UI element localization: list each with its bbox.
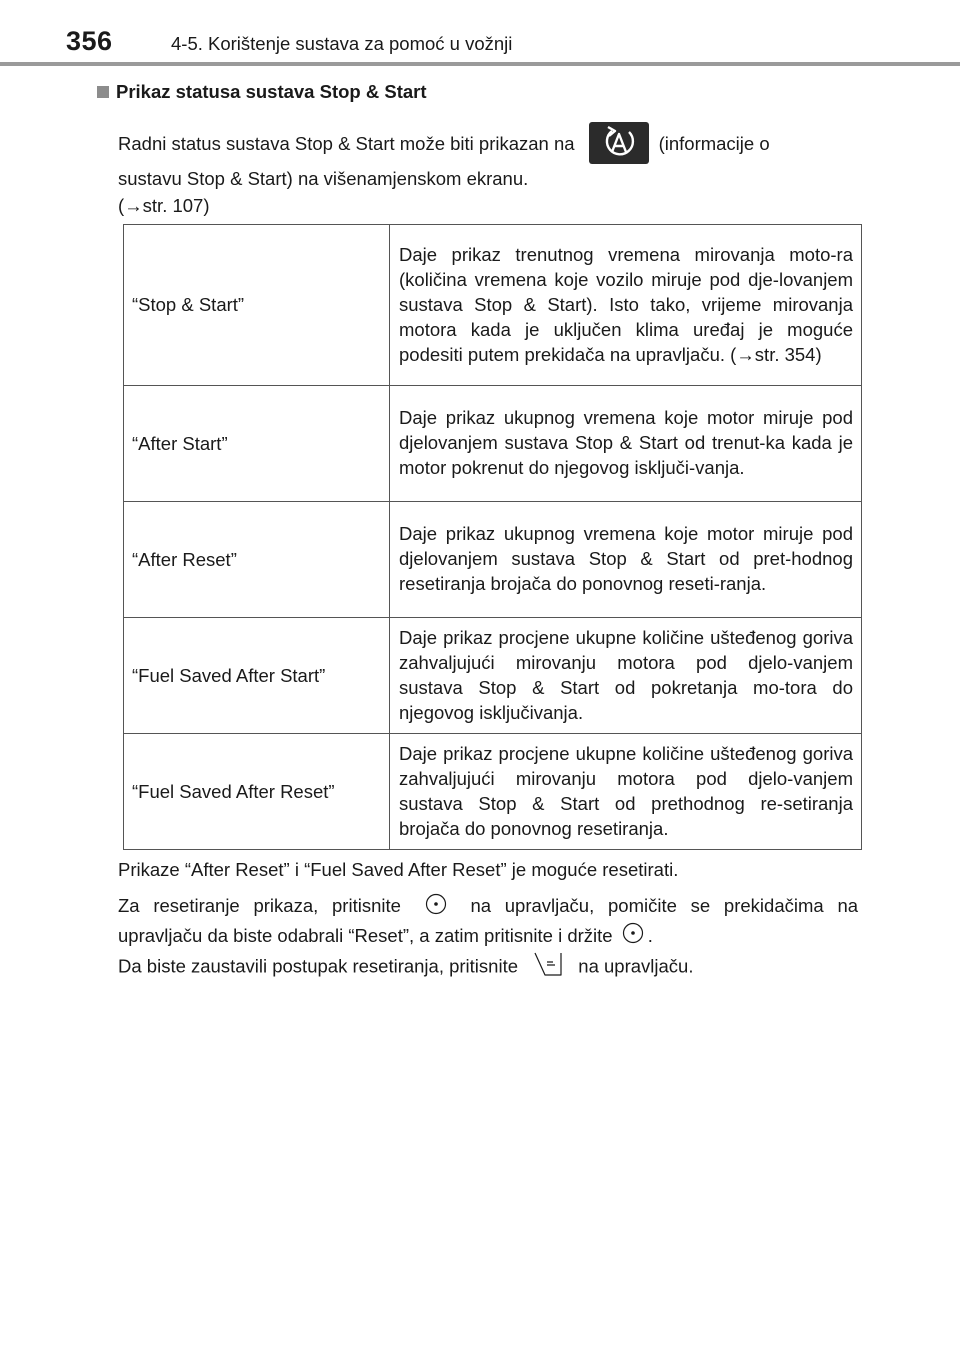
ref-open-paren: (: [118, 195, 125, 216]
back-button-icon: [531, 950, 565, 985]
reset-instr-c: na upravljaču da biste odabrali “Reset”, a zatim pritisnite i držite: [118, 895, 859, 946]
reset-instr-d: .: [647, 924, 653, 946]
table-term: “After Start”: [124, 386, 390, 502]
table-desc: Daje prikaz ukupnog vremena koje motor miruje pod djelovanjem sustava Stop & Start od trenut-ka kada je motor pokrenut do njegovog isključi-vanja.: [390, 386, 862, 502]
arrow-icon: →: [124, 195, 143, 216]
table-row: [124, 734, 862, 850]
intro-text-2: (informacije o: [658, 132, 770, 154]
intro-paragraph: [118, 121, 858, 219]
table-term: “Stop & Start”: [124, 225, 390, 386]
enter-button-icon: [622, 922, 644, 951]
intro-text-3: sustavu Stop & Start) na višenamjenskom ekranu.: [118, 168, 529, 189]
table-desc: Daje prikaz trenutnog vremena mirovanja moto-ra (količina vremena koje vozilo miruje pod dje-lovanjem sustava Stop & Start). Isto tako, vrijeme mirovanja motora kada je uključen klima uređaj je moguće podesiti putem prekidača na upravljaču. (→str. 354): [390, 225, 862, 386]
table-desc: Daje prikaz procjene ukupne količine uštеđenog goriva zahvaljujući mirovanju motora pod djelo-vanjem sustava Stop & Start od pokretanja mo-tora do njegovog isključivanja.: [390, 618, 862, 734]
table-term: “Fuel Saved After Start”: [124, 618, 390, 734]
status-table: [123, 224, 862, 850]
intro-page-ref: [118, 192, 858, 219]
section-heading: [97, 81, 427, 103]
table-row: [124, 225, 862, 386]
table-term: “After Reset”: [124, 502, 390, 618]
reset-note: Prikaze “After Reset” i “Fuel Saved After Reset” je moguće resetirati.: [118, 859, 679, 880]
table-row: [124, 502, 862, 618]
reset-instr-b: na upravljaču, pomičite se prekidačima: [470, 895, 824, 916]
table-term: “Fuel Saved After Reset”: [124, 734, 390, 850]
page-header: [0, 0, 960, 66]
header-divider: [0, 62, 960, 66]
section-title: Prikaz statusa sustava Stop & Start: [116, 81, 427, 102]
stop-instr-b: na upravljaču.: [578, 955, 694, 977]
ref-text: str. 107): [142, 195, 210, 216]
table-row: [124, 386, 862, 502]
stop-instr-a: Da biste zaustavili postupak resetiranja, pritisnite: [118, 955, 518, 977]
chapter-title: 4-5. Korištenje sustava za pomoć u vožnji: [171, 33, 513, 54]
table-desc: Daje prikaz ukupnog vremena koje motor miruje pod djelovanjem sustava Stop & Start od pret-hodnog resetiranja brojača do ponovnog reseti-ranja.: [390, 502, 862, 618]
reset-instr-a: Za resetiranje prikaza, pritisnite: [118, 895, 401, 916]
stop-reset-instructions: [118, 950, 858, 985]
enter-button-icon: [425, 893, 447, 922]
table-row: [124, 618, 862, 734]
page-number: 356: [66, 26, 113, 56]
table-desc: Daje prikaz procjene ukupne količine uštеđenog goriva zahvaljujući mirovanju motora pod djelo-vanjem sustava Stop & Start od prethodnog re-setiranja brojača do ponovnog resetiranja.: [390, 734, 862, 850]
intro-text-1: Radni status sustava Stop & Start može biti prikazan na: [118, 132, 575, 154]
reset-instructions: [118, 892, 858, 951]
section-bullet-icon: [97, 86, 109, 98]
stop-start-info-tab-icon: [589, 122, 649, 164]
